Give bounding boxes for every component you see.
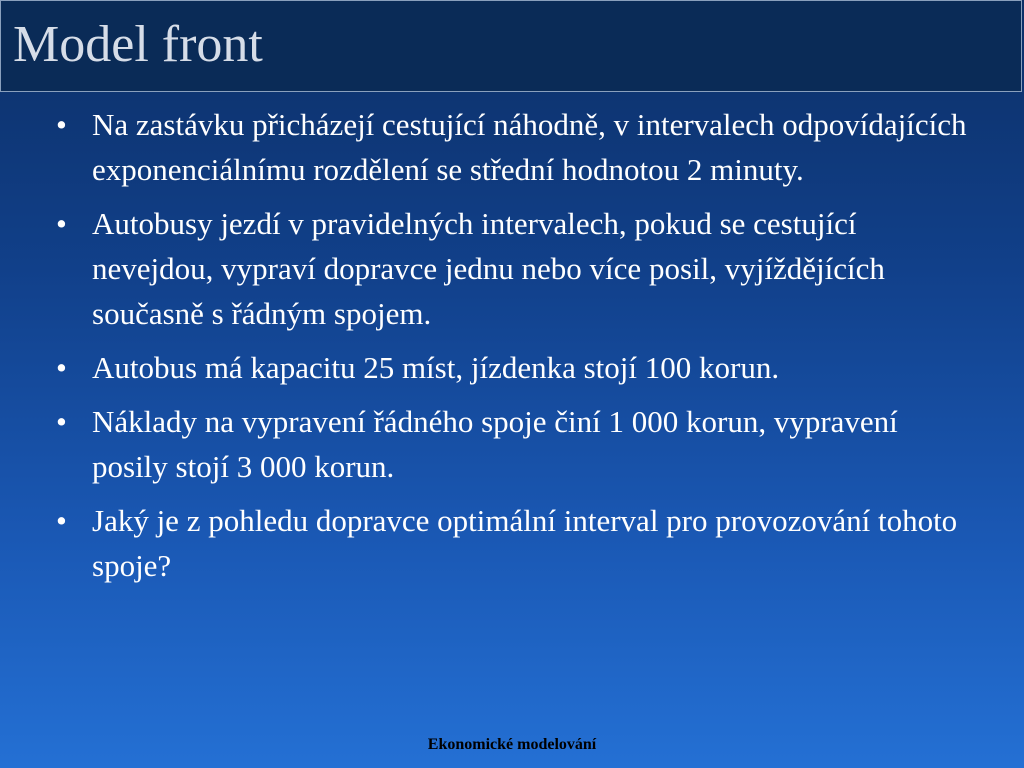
slide-content <box>50 102 980 597</box>
bullet-text: Na zastávku přicházejí cestující náhodně, v intervalech odpovídajících exponenciálnímu rozdělení se střední hodnotou 2 minuty. <box>92 107 967 187</box>
bullet-item <box>50 345 980 390</box>
bullet-text: Autobusy jezdí v pravidelných intervalech, pokud se cestující nevejdou, vypraví dopravce jednu nebo více posil, vyjíždějících současně s řádným spojem. <box>92 206 885 331</box>
bullet-text: Náklady na vypravení řádného spoje činí 1 000 korun, vypravení posily stojí 3 000 korun. <box>92 404 898 484</box>
slide-footer: Ekonomické modelování <box>427 736 597 753</box>
bullet-text: Autobus má kapacitu 25 míst, jízdenka stojí 100 korun. <box>92 350 780 385</box>
bullet-list <box>50 102 980 588</box>
bullet-item <box>50 399 980 489</box>
bullet-marker: • <box>56 206 67 241</box>
bullet-text: Jaký je z pohledu dopravce optimální interval pro provozování tohoto spoje? <box>92 503 958 583</box>
bullet-marker: • <box>56 107 67 142</box>
bullet-marker: • <box>56 503 67 538</box>
bullet-item <box>50 201 980 336</box>
bullet-marker: • <box>56 350 67 385</box>
bullet-marker: • <box>56 404 67 439</box>
bullet-item <box>50 498 980 588</box>
title-bar <box>0 0 1022 92</box>
bullet-item <box>50 102 980 192</box>
slide-title: Model front <box>13 16 263 73</box>
